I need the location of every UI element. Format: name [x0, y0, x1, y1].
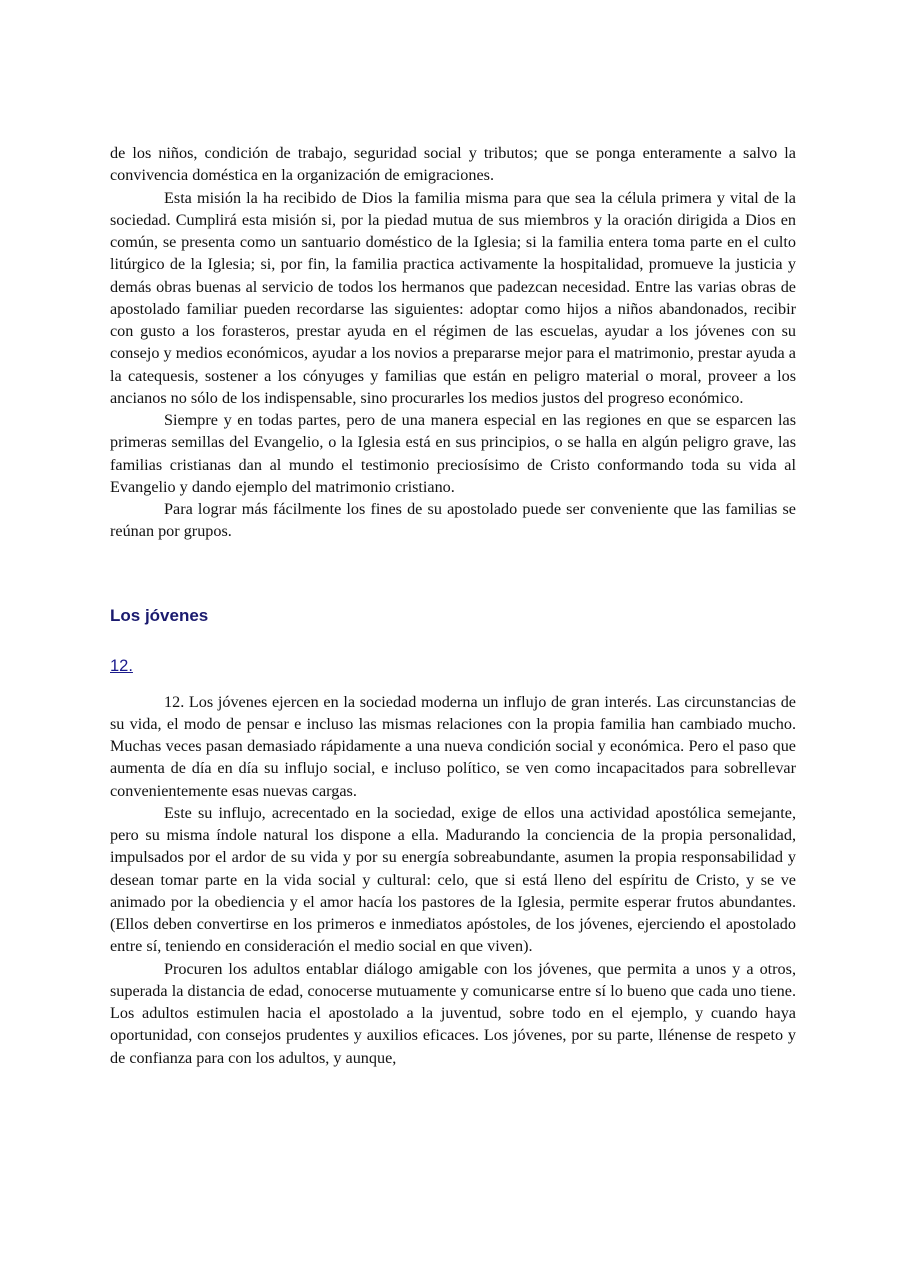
paragraph-family-groups: Para lograr más fácilmente los fines de su apostolado puede ser conveniente que las familias se reúnan por grupos.	[110, 500, 796, 541]
paragraph-youth-apostolate: Este su influjo, acrecentado en la sociedad, exige de ellos una actividad apostólica semejante, pero su misma índole natural los dispone a ella. Madurando la conciencia de la propia personalidad, impulsados por el ardor de su vida y por su energía sobreabundante, asumen la propia responsabilidad y desean tomar parte en la vida social y cultural: celo, que si está lleno del espíritu de Cristo, y se ve animado por la obediencia y el amor hacía los pastores de la Iglesia, permite esperar frutos abundantes. (Ellos deben convertirse en los primeros e inmediatos apóstoles, de los jóvenes, ejerciendo el apostolado entre sí, teniendo en consideración el medio social en que viven).	[110, 803, 796, 956]
document-page	[110, 142, 796, 1069]
section-heading: Los jóvenes	[110, 605, 209, 625]
paragraph-family-mission: Esta misión la ha recibido de Dios la familia misma para que sea la célula primera y vital de la sociedad. Cumplirá esta misión si, por la piedad mutua de sus miembros y la oración dirigida a Dios en común, se presenta como un santuario doméstico de la Iglesia; si la familia entera toma parte en el culto litúrgico de la Iglesia; si, por fin, la familia practica activamente la hospitalidad, promueve la justicia y demás obras buenas al servicio de todos los hermanos que padezcan necesidad. Entre las varias obras de apostolado familiar pueden recordarse las siguientes: adoptar como hijos a niños abandonados, recibir con gusto a los forasteros, prestar ayuda en el régimen de las escuelas, ayudar a los jóvenes con su consejo y medios económicos, ayudar a los novios a prepararse mejor para el matrimonio, prestar ayuda a la catequesis, sostener a los cónyuges y familias que están en peligro material o moral, proveer a los ancianos no sólo de los indispensable, sino procurarles los medios justos del progreso económico.	[110, 188, 796, 407]
paragraph-youth-influence: 12. Los jóvenes ejercen en la sociedad moderna un influjo de gran interés. Las circunstancias de su vida, el modo de pensar e incluso las mismas relaciones con la propia familia han cambiado mucho. Muchas veces pasan demasiado rápidamente a una nueva condición social y económica. Pero el paso que aumenta de día en día su influjo social, e incluso político, se ven como incapacitados para sobrellevar convenientemente esas nuevas cargas.	[110, 692, 796, 800]
paragraph-continuation: de los niños, condición de trabajo, seguridad social y tributos; que se ponga enteramente a salvo la convivencia doméstica en la organización de emigraciones.	[110, 144, 796, 185]
paragraph-christian-testimony: Siempre y en todas partes, pero de una manera especial en las regiones en que se esparcen las primeras semillas del Evangelio, o la Iglesia está en sus principios, o se halla en algún peligro grave, las familias cristianas dan al mundo el testimonio preciosísimo de Cristo conformando toda su vida al Evangelio y dando ejemplo del matrimonio cristiano.	[110, 411, 796, 496]
family-section-text	[110, 142, 796, 543]
youth-section-text	[110, 691, 796, 1069]
paragraph-adults-dialogue: Procuren los adultos entablar diálogo amigable con los jóvenes, que permita a unos y a otros, superada la distancia de edad, conocerse mutuamente y comunicarse entre sí lo bueno que cada uno tiene. Los adultos estimulen hacia el apostolado a la juventud, sobre todo en el ejemplo, y cuando haya oportunidad, con consejos prudentes y auxilios eficaces. Los jóvenes, por su parte, llénense de respeto y de confianza para con los adultos, y aunque,	[110, 959, 796, 1067]
section-number-link[interactable]: 12.	[110, 656, 133, 675]
